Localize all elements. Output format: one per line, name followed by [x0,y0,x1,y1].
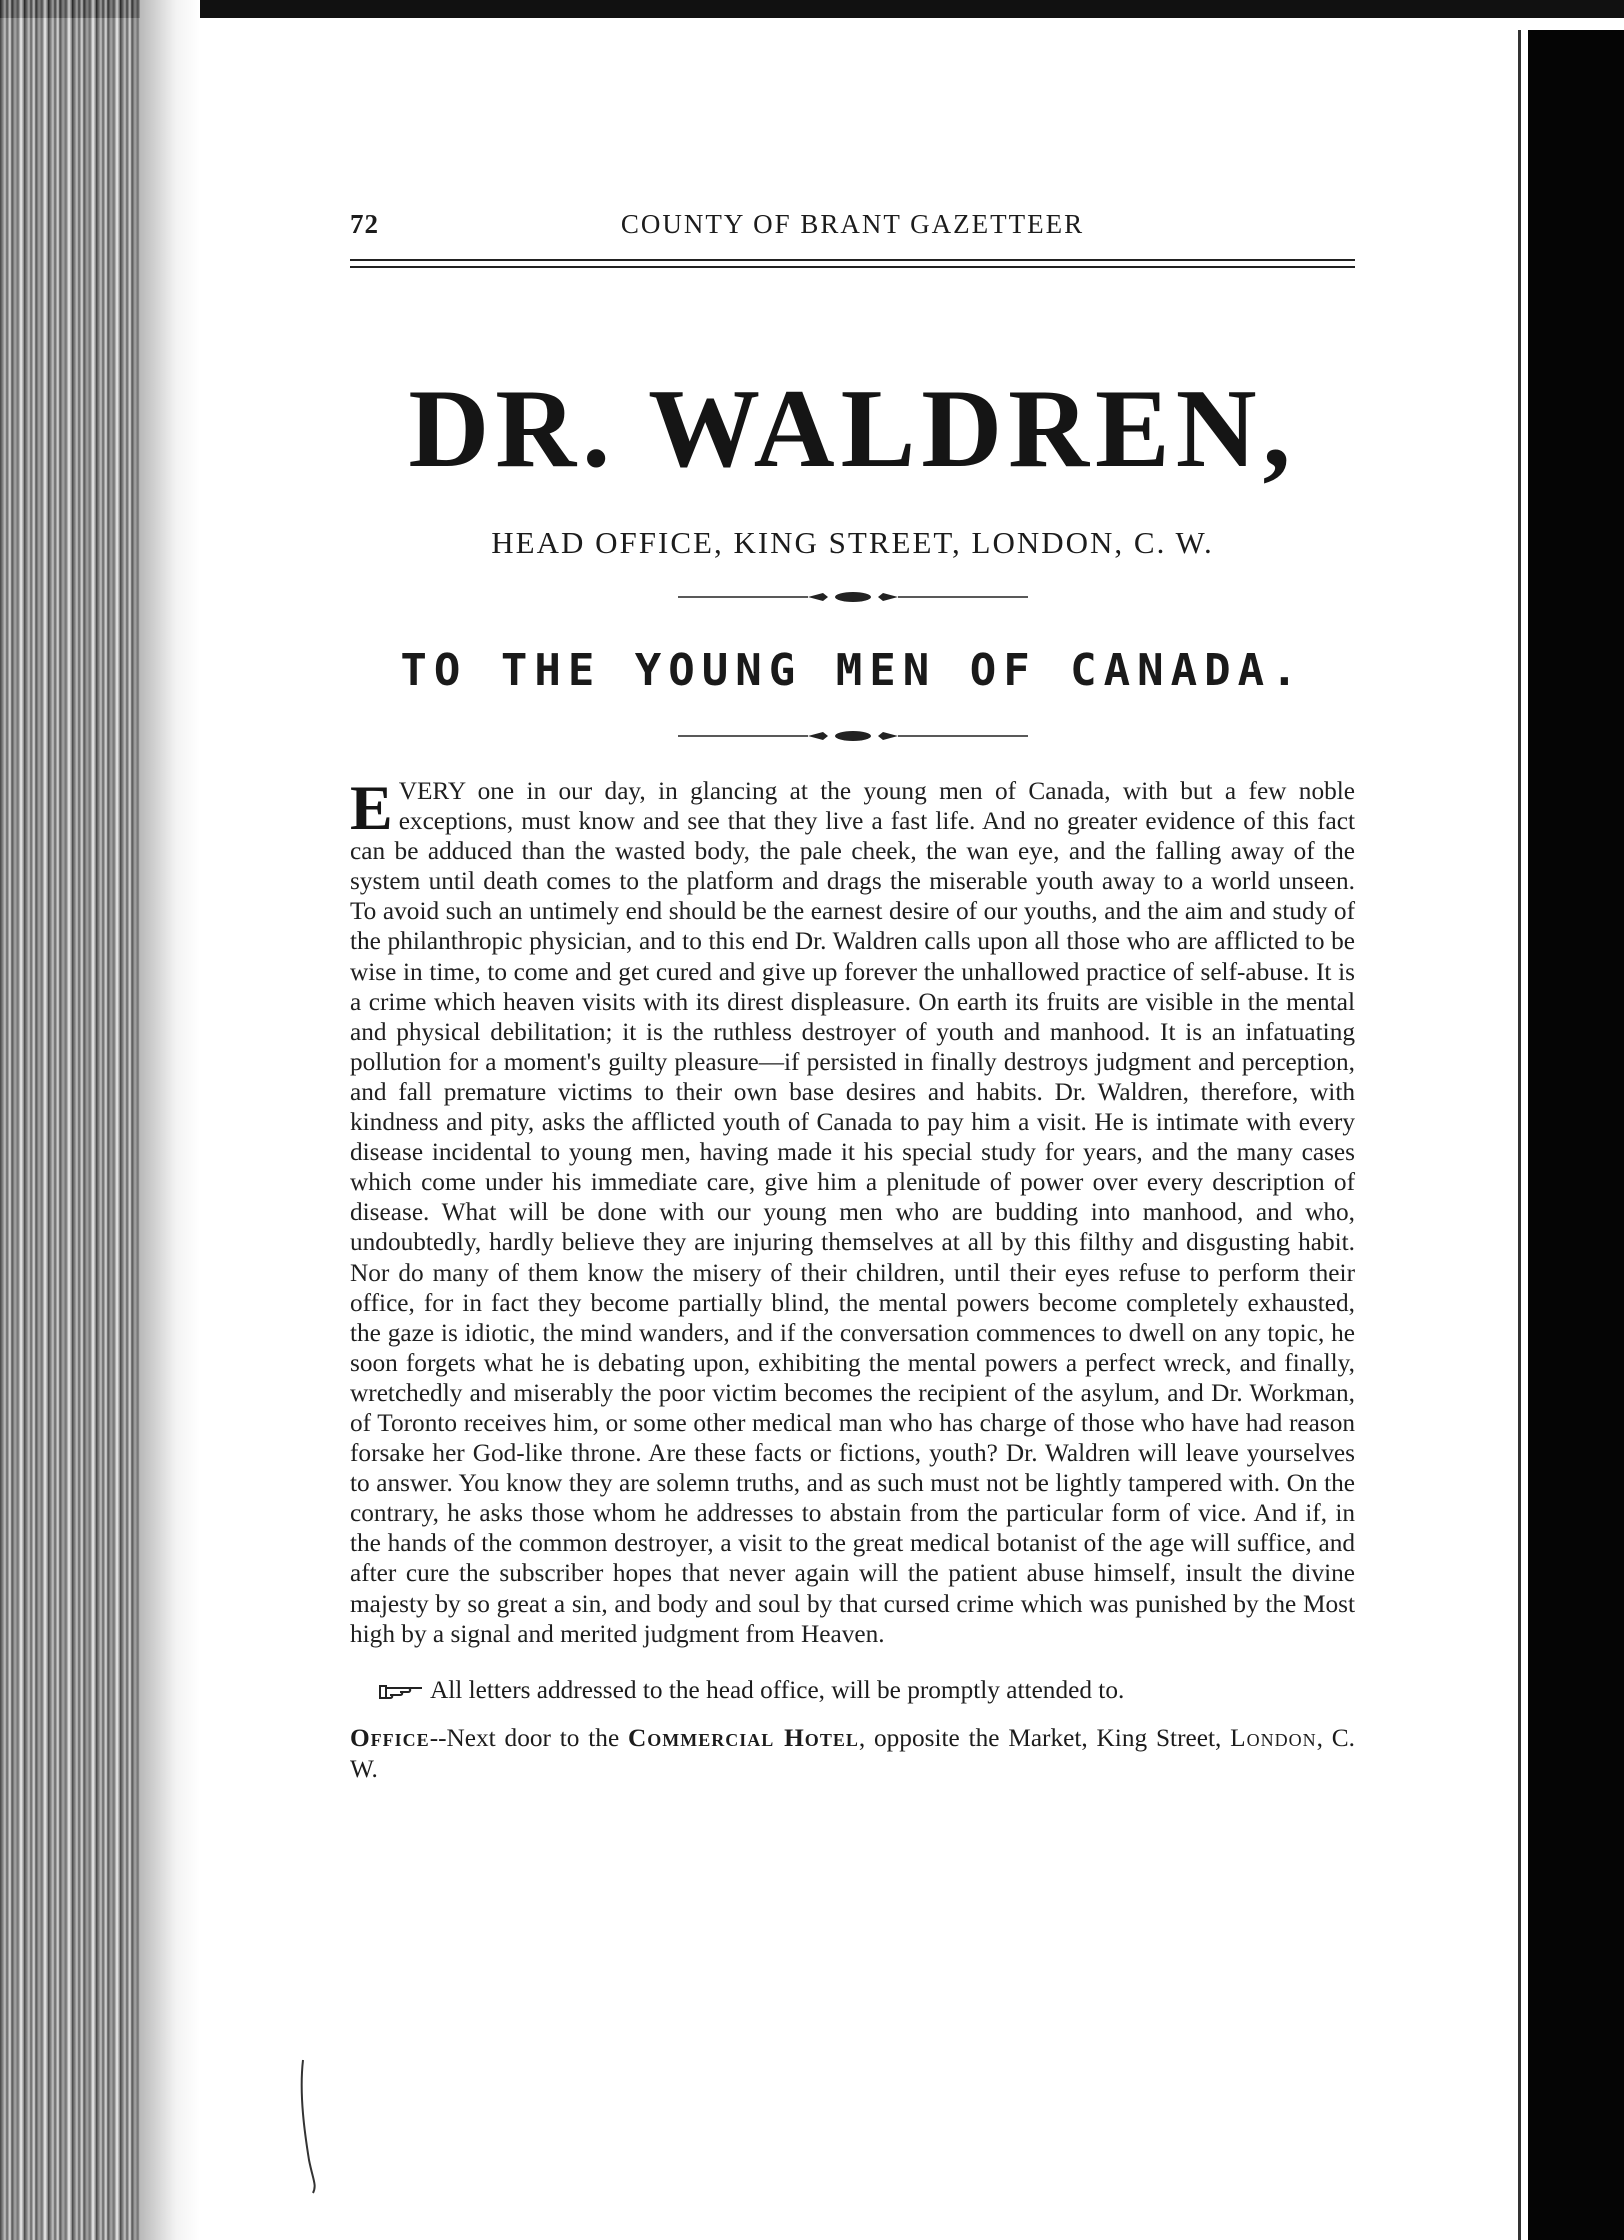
ornament-divider-top [678,587,1028,607]
advert-subhead: TO THE YOUNG MEN OF CANADA. [400,645,1305,696]
notice-text: All letters addressed to the head office, will be promptly attended to. [430,1675,1125,1704]
scan-page-edge [1518,30,1521,2240]
office-sep: --Next door to the [429,1723,629,1752]
page-number: 72 [350,209,379,239]
advert-address: HEAD OFFICE, KING STREET, LONDON, C. W. [491,525,1214,560]
scan-spine-shadow [140,0,200,2240]
scan-book-spine [0,0,140,2240]
office-label: Office [350,1723,430,1752]
drop-cap: E [350,772,393,843]
office-hotel: Commercial Hotel [628,1723,859,1752]
scan-right-edge [1528,30,1624,2240]
advert-headline: DR. WALDREN, [408,367,1297,491]
office-address [350,1723,1355,1785]
margin-pencil-mark [295,2055,335,2195]
running-head [350,205,1355,255]
ornament-divider-bottom [678,726,1028,746]
office-city: London [1230,1723,1317,1752]
office-rest: , opposite the Market, King Street, [858,1723,1231,1752]
running-title: COUNTY OF BRANT GAZETTEER [620,209,1085,239]
scan-top-edge [0,0,1624,18]
body-paragraph: VERY one in our day, in glancing at the young men of Canada, with but a few noble exceptions, must know and see that they live a fast life. And no greater evidence of this fact can be adduced than the wasted body, the pale cheek, the wan eye, and the falling away of the system until death comes to the platform and drags the miserable youth away to a world unseen. To avoid such an untimely end should be the earnest desire of our youths, and the aim and study of the philanthropic physician, and to this end Dr. Waldren calls upon all those who are afflicted to be wise in time, to come and get cured and give up forever the unhallowed practice of self-abuse. It is a crime which heaven visits with its direst displeasure. On earth its fruits are visible in the mental and physical debilitation; it is the ruthless destroyer of youth and manhood. It is an infatuating pollution for a moment's guilty pleasure—if persisted in finally destroys judgment and perception, and fall premature victims to their own base desires and habits. Dr. Waldren, therefore, with kindness and pity, asks the afflicted youth of Canada to pay him a visit. He is intimate with every disease incidental to young men, having made it his special study for years, and the many cases which come under his immediate care, give him a plenitude of power over every description of disease. What will be done with our young men who are budding into manhood, and who, undoubtedly, hardly believe they are injuring themselves at all by this filthy and disgusting habit. Nor do many of them know the misery of their children, until their eyes refuse to perform their office, for in fact they become partially blind, the mental powers become completely exhausted, the gaze is idiotic, the mind wanders, and if the conversation commences to dwell on any topic, he soon forgets what he is debating upon, exhibiting the mental powers a perfect wreck, and finally, wretchedly and miserably the poor victim becomes the recipient of the asylum, and Dr. Workman, of Toronto receives him, or some other medical man who has charge of those who have had reason forsake her God-like throne. Are these facts or fictions, youth? Dr. Waldren will leave yourselves to answer. You know they are solemn truths, and as such must not be lightly tampered with. On the contrary, he asks those whom he addresses to abstain from the particular form of vice. And if, in the hands of the common destroyer, a visit to the great medical botanist of the age will suffice, and after cure the subscriber hopes that never again will the patient abuse himself, insult the divine majesty by so great a sin, and body and soul by that cursed crime which was punished by the Most high by a signal and merited judgment from Heaven. [350,777,1355,1648]
gazetteer-page [350,205,1355,2005]
pointing-hand-icon [378,1680,424,1702]
office-tail: , C. W. [350,1723,1355,1783]
letters-notice [350,1675,1355,1705]
header-double-rule [350,259,1355,268]
advert-body [350,772,1355,1649]
